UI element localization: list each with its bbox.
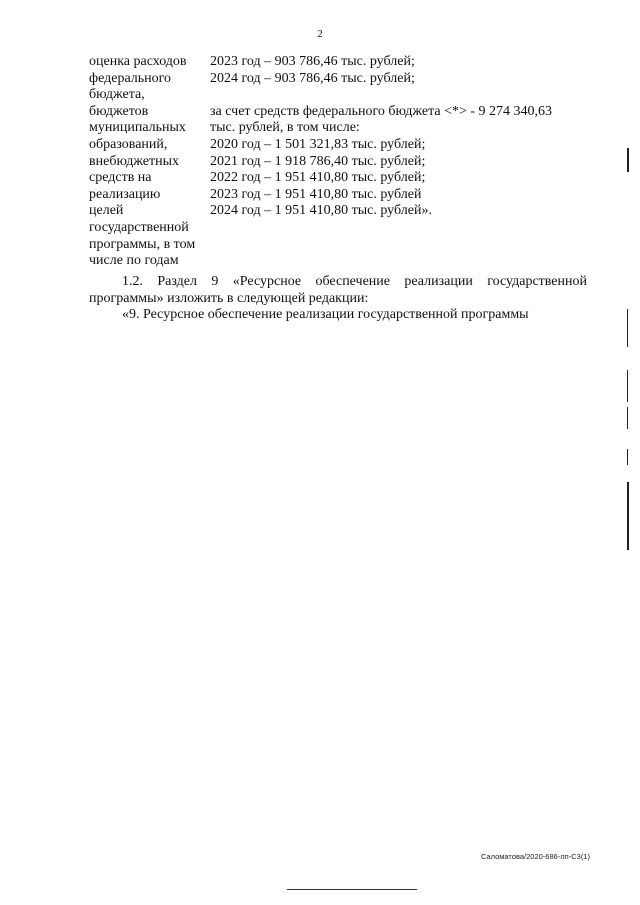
blank-line bbox=[210, 87, 590, 104]
left-column-line: целей bbox=[89, 203, 124, 219]
table-right-column bbox=[210, 54, 590, 220]
bottom-rule bbox=[287, 889, 417, 890]
left-column-line: государственной bbox=[89, 219, 189, 235]
left-column-line: образований, bbox=[89, 136, 168, 152]
section-heading-paragraph bbox=[89, 307, 587, 324]
right-column-line: 2024 год – 903 786,46 тыс. рублей; bbox=[210, 70, 415, 86]
document-code: Саломатова/2020-686-лп-С3(1) bbox=[480, 852, 590, 861]
right-column-line: 2022 год – 1 951 410,80 тыс. рублей; bbox=[210, 170, 426, 186]
section-heading-text: «9. Ресурсное обеспечение реализации государственной программы bbox=[122, 307, 529, 322]
left-column-line: числе по годам bbox=[89, 253, 179, 269]
left-column-line: средств на bbox=[89, 170, 152, 186]
right-column-line: 2020 год – 1 501 321,83 тыс. рублей; bbox=[210, 136, 426, 152]
table-left-column bbox=[89, 54, 209, 270]
amendment-text: 1.2. Раздел 9 «Ресурсное обеспечение реализации государственной программы» изложить в следующей редакции: bbox=[89, 274, 587, 306]
left-column-line: внебюджетных bbox=[89, 153, 180, 169]
left-column-line: муниципальных bbox=[89, 120, 186, 136]
right-column-line: 2024 год – 1 951 410,80 тыс. рублей». bbox=[210, 203, 432, 219]
scan-edge-mark bbox=[627, 148, 629, 172]
right-column-line: тыс. рублей, в том числе: bbox=[210, 120, 360, 136]
scan-edge-mark bbox=[627, 449, 628, 465]
right-column-line: 2023 год – 903 786,46 тыс. рублей; bbox=[210, 54, 415, 69]
amendment-paragraph bbox=[89, 274, 587, 307]
page-number: 2 bbox=[317, 28, 323, 40]
left-column-line: федерального bbox=[89, 70, 172, 86]
right-column-line: 2023 год – 1 951 410,80 тыс. рублей bbox=[210, 186, 422, 202]
scan-edge-mark bbox=[627, 370, 628, 402]
left-column-line: бюджета, bbox=[89, 87, 145, 103]
scan-edge-mark bbox=[627, 309, 628, 347]
right-column-line: за счет средств федерального бюджета <*> - 9 274 340,63 bbox=[210, 103, 553, 119]
scan-edge-mark bbox=[627, 482, 629, 550]
left-column-line: реализацию bbox=[89, 186, 161, 202]
left-column-line: бюджетов bbox=[89, 103, 149, 119]
left-column-line: оценка расходов bbox=[89, 54, 187, 69]
scan-edge-mark bbox=[627, 407, 628, 429]
left-column-line: программы, в том bbox=[89, 236, 196, 252]
right-column-line: 2021 год – 1 918 786,40 тыс. рублей; bbox=[210, 153, 426, 169]
